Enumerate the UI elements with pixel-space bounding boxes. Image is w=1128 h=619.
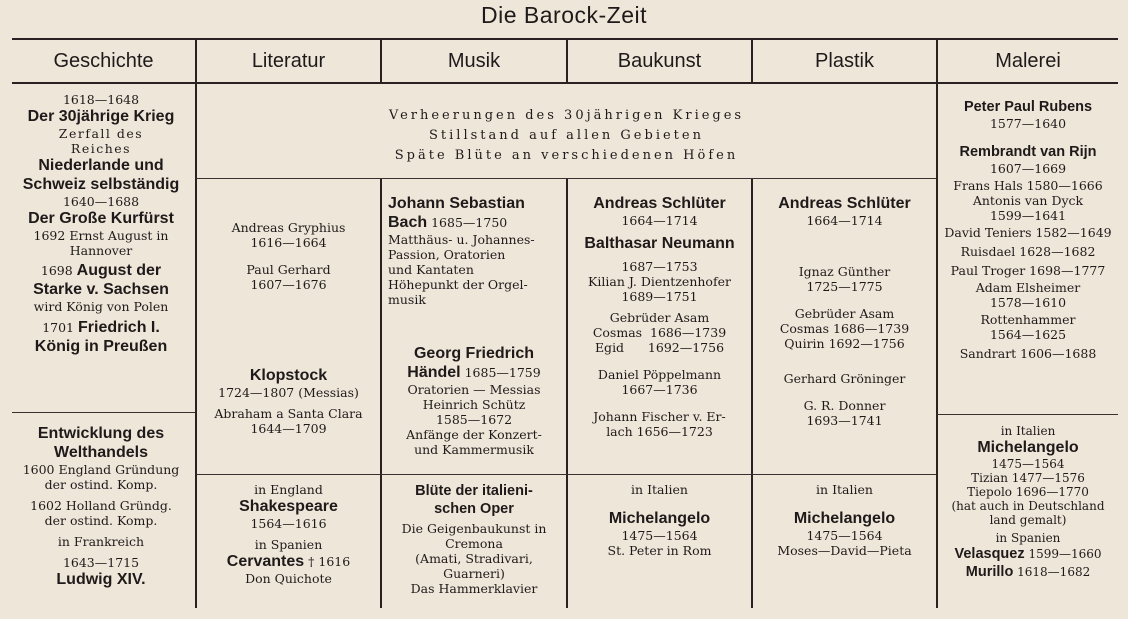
bach-works: Passion, Oratorien [388, 247, 506, 262]
shakespeare-name: Shakespeare [239, 498, 338, 515]
bach-works: musik [388, 292, 426, 307]
musik-middle [382, 344, 566, 457]
bach-name: Bach [388, 214, 428, 231]
egid-years: 1692—1756 [647, 340, 725, 355]
baukunst-upper [568, 194, 751, 439]
schlueter-years: 1664—1714 [621, 213, 698, 228]
murillo-years: 1618—1682 [1017, 565, 1091, 579]
krieg-title: Der 30jährige Krieg [27, 108, 175, 125]
moses-line: Moses—David—Pieta [777, 543, 912, 558]
august-title: Starke v. Sachsen [33, 281, 169, 298]
rottenhammer-years: 1564—1625 [989, 327, 1067, 342]
ernst-line: 1692 Ernst August in [33, 228, 169, 243]
neumann-name: Balthasar Neumann [584, 235, 735, 252]
geigen-line: Guarneri) [443, 566, 505, 581]
cervantes-death: † 1616 [308, 554, 351, 569]
asam-name: Gebrüder Asam [609, 310, 710, 325]
zerfall-line: Reiches [70, 141, 132, 156]
header-literatur: Literatur [251, 50, 326, 72]
england-label: in England [254, 482, 323, 497]
malerei-section-rule [937, 414, 1118, 415]
niederlande-line: Schweiz selbständig [22, 176, 180, 193]
hals-line: Frans Hals 1580—1666 [953, 178, 1103, 193]
malerei-upper [938, 98, 1118, 361]
tiepolo-note: land gemalt) [989, 513, 1067, 527]
gryphius-years: 1616—1664 [250, 235, 327, 250]
plastik-lower [753, 482, 936, 558]
oper-title: Blüte der italieni- [415, 483, 533, 499]
konzert-line: und Kammermusik [414, 442, 534, 457]
tizian-line: Tizian 1477—1576 [971, 471, 1085, 485]
august-title: August der [76, 262, 162, 279]
krieg-years: 1618—1648 [62, 92, 140, 107]
tiepolo-note: (hat auch in Deutschland [951, 499, 1105, 513]
geschichte-lower [6, 424, 196, 589]
abraham-years: 1644—1709 [250, 421, 327, 436]
michelangelo-years: 1475—1564 [991, 457, 1065, 471]
rembrandt-name: Rembrandt van Rijn [959, 144, 1097, 160]
lower-row-rule [196, 474, 936, 475]
ludwig-years: 1643—1715 [62, 555, 140, 570]
welthandel-title: Entwicklung des [37, 425, 165, 442]
bach-works: Höhepunkt der Orgel- [388, 277, 528, 292]
geigen-line: Cremona [445, 536, 503, 551]
abraham-name: Abraham a Santa Clara [214, 406, 363, 421]
rottenhammer-name: Rottenhammer [980, 312, 1076, 327]
teniers-line: David Teniers 1582—1649 [944, 225, 1112, 240]
england-line: 1600 England Gründung [22, 462, 180, 477]
donner-name: G. R. Donner [803, 398, 886, 413]
schlueter-years: 1664—1714 [806, 213, 883, 228]
malerei-lower [938, 424, 1118, 581]
schuetz-years: 1585—1672 [435, 412, 513, 427]
bach-name: Johann Sebastian [388, 195, 525, 212]
shakespeare-years: 1564—1616 [250, 516, 327, 531]
friedrich-title: Friedrich I. [78, 319, 160, 336]
holland-line: 1602 Holland Gründg. [30, 498, 172, 513]
konzert-line: Anfänge der Konzert- [406, 427, 542, 442]
italien-label: in Italien [631, 482, 688, 497]
span-line: Verheerungen des 30jährigen Krieges [388, 108, 745, 123]
schuetz-name: Heinrich Schütz [422, 397, 526, 412]
ruisdael-line: Ruisdael 1628—1682 [960, 244, 1096, 259]
spanien-label: in Spanien [254, 537, 323, 552]
velasquez-name: Velasquez [954, 546, 1025, 562]
geschichte-upper [6, 92, 196, 356]
holland-line: der ostind. Komp. [44, 513, 158, 528]
header-plastik: Plastik [815, 50, 874, 72]
poeppelmann-years: 1667—1736 [621, 382, 698, 397]
rubens-years: 1577—1640 [989, 116, 1067, 131]
cosmas-line: Cosmas 1686—1739 [779, 321, 910, 336]
header-musik: Musik [447, 50, 501, 72]
header-baukunst: Baukunst [617, 50, 702, 72]
neumann-years: 1687—1753 [621, 259, 698, 274]
asam-name: Gebrüder Asam [794, 306, 895, 321]
page-title: Die Barock-Zeit [481, 2, 647, 28]
donner-years: 1693—1741 [806, 413, 883, 428]
michelangelo-name: Michelangelo [793, 510, 896, 527]
haendel-works: Oratorien — Messias [407, 382, 541, 397]
dyck-years: 1599—1641 [989, 208, 1067, 223]
kilian-line: 1689—1751 [621, 289, 698, 304]
friedrich-title: König in Preußen [34, 338, 168, 355]
august-note: wird König von Polen [33, 299, 169, 314]
header-geschichte: Geschichte [53, 50, 154, 72]
span-line: Späte Blüte an verschiedenen Höfen [394, 148, 739, 163]
murillo-name: Murillo [965, 564, 1014, 580]
cervantes-name: Cervantes [226, 553, 305, 570]
welthandel-title: Welthandels [54, 444, 148, 461]
dyck-name: Antonis van Dyck [972, 193, 1084, 208]
gerhard-name: Paul Gerhard [246, 262, 331, 277]
literatur-lower [197, 482, 380, 586]
bach-works: Matthäus- u. Johannes- [388, 232, 535, 247]
elsheimer-name: Adam Elsheimer [975, 280, 1081, 295]
michelangelo-years: 1475—1564 [806, 528, 883, 543]
ludwig-title: Ludwig XIV. [56, 571, 146, 588]
bach-years: 1685—1750 [431, 215, 508, 230]
poeppelmann-name: Daniel Pöppelmann [597, 367, 722, 382]
gryphius-name: Andreas Gryphius [231, 220, 346, 235]
italien-label: in Italien [1000, 424, 1056, 438]
plastik-upper [753, 194, 936, 428]
cosmas-name: Cosmas [592, 325, 643, 340]
niederlande-line: Niederlande und [38, 157, 164, 174]
friedrich-year: 1701 [42, 320, 75, 335]
klopstock-years: 1724—1807 (Messias) [218, 385, 359, 400]
geigen-line: Die Geigenbaukunst in [401, 521, 547, 536]
italien-label: in Italien [816, 482, 873, 497]
geschichte-section-rule [12, 412, 195, 413]
literatur-middle [197, 366, 380, 436]
quirin-line: Quirin 1692—1756 [784, 336, 905, 351]
zerfall-line: Zerfall des [58, 126, 144, 141]
troger-line: Paul Troger 1698—1777 [950, 263, 1106, 278]
fischer-line: lach 1656—1723 [606, 424, 713, 439]
haendel-name: Georg Friedrich [413, 345, 535, 362]
rubens-name: Peter Paul Rubens [963, 99, 1093, 115]
header-bottom-rule [12, 82, 1118, 84]
michelangelo-years: 1475—1564 [621, 528, 698, 543]
hammer-line: Das Hammerklavier [410, 581, 538, 596]
rembrandt-years: 1607—1669 [989, 161, 1067, 176]
michelangelo-name: Michelangelo [977, 439, 1079, 456]
quichote-title: Don Quichote [245, 571, 332, 586]
guenther-name: Ignaz Günther [798, 264, 891, 279]
groeninger-name: Gerhard Gröninger [783, 371, 906, 386]
velasquez-years: 1599—1660 [1028, 547, 1102, 561]
kilian-line: Kilian J. Dientzenhofer [588, 274, 731, 289]
peter-line: St. Peter in Rom [607, 543, 712, 558]
bach-works: und Kantaten [388, 262, 474, 277]
haendel-name: Händel [407, 364, 461, 381]
august-year: 1698 [40, 263, 73, 278]
spanien-label: in Spanien [995, 531, 1061, 545]
cosmas-years: 1686—1739 [650, 325, 727, 340]
musik-upper [388, 194, 564, 307]
oper-title: schen Oper [434, 501, 514, 517]
fischer-line: Johann Fischer v. Er- [593, 409, 726, 424]
span-block-rule [196, 178, 936, 179]
tiepolo-line: Tiepolo 1696—1770 [967, 485, 1089, 499]
england-line: der ostind. Komp. [44, 477, 158, 492]
kurfuerst-title: Der Große Kurfürst [28, 210, 174, 227]
geigen-line: (Amati, Stradivari, [415, 551, 533, 566]
header-malerei: Malerei [995, 50, 1061, 72]
schlueter-name: Andreas Schlüter [593, 195, 726, 212]
klopstock-name: Klopstock [249, 367, 328, 384]
span-block [197, 106, 936, 166]
gerhard-years: 1607—1676 [250, 277, 327, 292]
kurfuerst-years: 1640—1688 [62, 194, 140, 209]
schlueter-name: Andreas Schlüter [778, 195, 911, 212]
haendel-years: 1685—1759 [464, 365, 541, 380]
baukunst-lower [568, 482, 751, 558]
michelangelo-name: Michelangelo [608, 510, 711, 527]
literatur-upper [197, 220, 380, 292]
ernst-line: Hannover [69, 243, 133, 258]
span-line: Stillstand auf allen Gebieten [429, 128, 704, 143]
guenther-years: 1725—1775 [806, 279, 883, 294]
musik-lower [382, 482, 566, 596]
frankreich-label: in Frankreich [57, 534, 145, 549]
sandrart-line: Sandrart 1606—1688 [959, 346, 1097, 361]
egid-name: Egid [594, 340, 625, 355]
elsheimer-years: 1578—1610 [989, 295, 1067, 310]
